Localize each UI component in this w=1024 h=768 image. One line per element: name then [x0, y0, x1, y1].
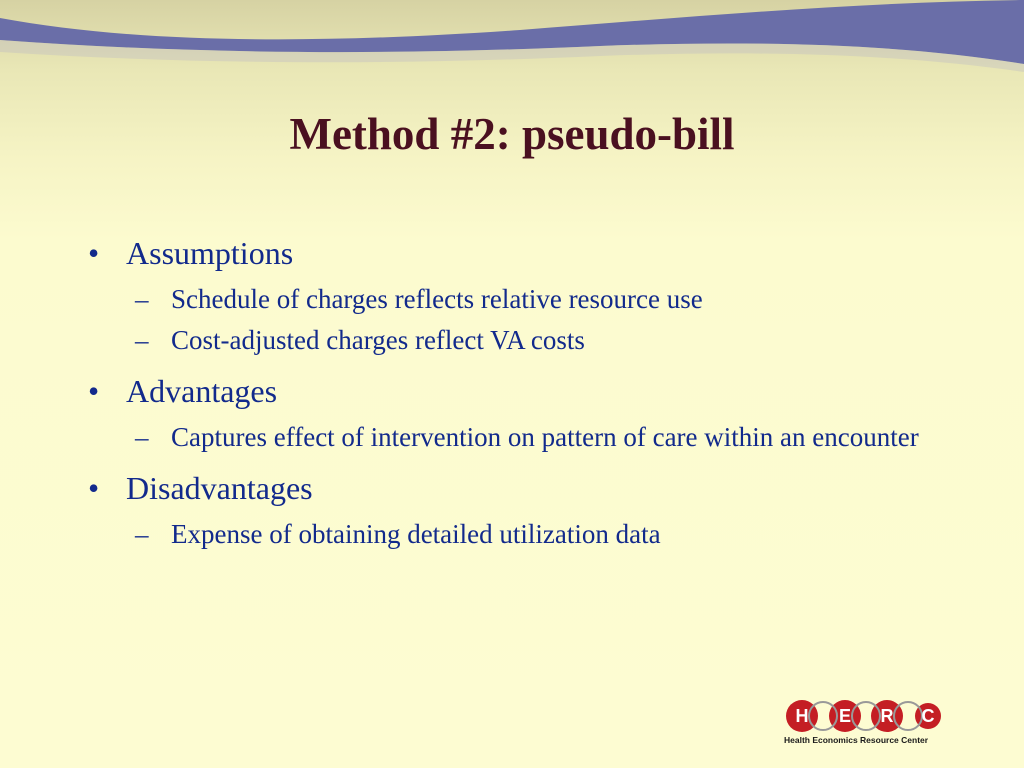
page-title: Method #2: pseudo-bill	[289, 109, 735, 159]
sub-bullet-text: Cost-adjusted charges reflect VA costs	[171, 325, 585, 355]
bullet-label: Disadvantages	[126, 470, 313, 506]
logo-letter: H	[795, 706, 809, 726]
logo-circles	[786, 700, 941, 732]
decorative-wave	[0, 0, 1024, 90]
bullet-marker: •	[88, 235, 100, 271]
logo-letter: R	[880, 706, 894, 726]
bullet-list	[0, 228, 1024, 554]
logo-letter: E	[838, 706, 852, 726]
bullet-item	[0, 228, 1024, 278]
sub-bullet-item	[0, 321, 1024, 360]
bullet-label: Advantages	[126, 373, 278, 409]
bullet-label: Assumptions	[126, 235, 294, 271]
logo-letter: C	[921, 706, 935, 726]
bullet-item	[0, 366, 1024, 416]
bullet-marker: •	[88, 373, 100, 409]
sub-bullet-marker: –	[135, 519, 149, 549]
sub-bullet-item	[0, 515, 1024, 554]
sub-bullet-item	[0, 280, 1024, 319]
sub-bullet-text: Expense of obtaining detailed utilization data	[171, 519, 661, 549]
sub-bullet-text: Captures effect of intervention on pattern of care within an encounter	[171, 422, 919, 452]
bullet-item	[0, 463, 1024, 513]
logo-caption: Health Economics Resource Center	[784, 735, 929, 745]
sub-bullet-marker: –	[135, 284, 149, 314]
bullet-marker: •	[88, 470, 100, 506]
sub-bullet-item	[0, 418, 1024, 457]
sub-bullet-text: Schedule of charges reflects relative resource use	[171, 284, 703, 314]
sub-bullet-marker: –	[135, 422, 149, 452]
sub-bullet-marker: –	[135, 325, 149, 355]
